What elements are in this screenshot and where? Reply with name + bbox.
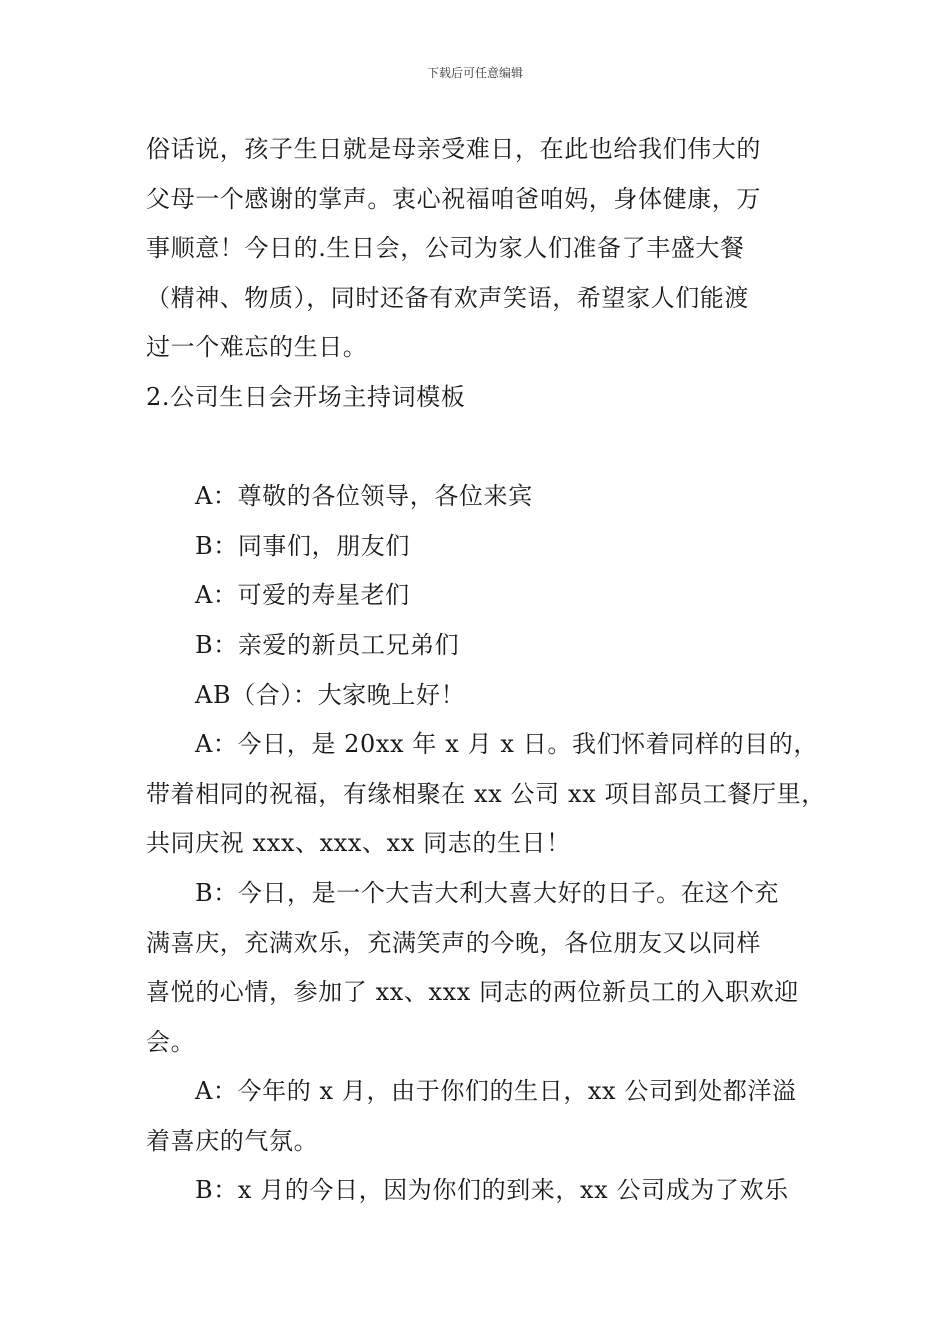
dialog-line: AB（合）：大家晚上好！ <box>195 680 466 709</box>
paragraph-line: A：今年的 x 月，由于你们的生日，xx 公司到处都洋溢 <box>195 1077 797 1106</box>
paragraph-line: 着喜庆的气氛。 <box>146 1126 319 1155</box>
paragraph-line: 喜悦的心情，参加了 xx、xxx 同志的两位新员工的入职欢迎 <box>146 978 799 1007</box>
paragraph-line: 满喜庆，充满欢乐，充满笑声的今晚，各位朋友又以同样 <box>146 928 761 957</box>
section-title: 2.公司生日会开场主持词模板 <box>146 382 466 411</box>
dialog-line: A：尊敬的各位领导，各位来宾 <box>195 482 533 511</box>
document-body <box>146 125 826 1216</box>
paragraph-line: A：今日，是 20xx 年 x 月 x 日。我们怀着同样的目的， <box>195 730 818 759</box>
paragraph-line: B：x 月的今日，因为你们的到来，xx 公司成为了欢乐 <box>195 1176 789 1205</box>
page-header-note: 下载后可任意编辑 <box>426 66 523 80</box>
paragraph-line: （精神、物质），同时还备有欢声笑语，希望家人们能渡 <box>146 283 749 312</box>
paragraph-line: 会。 <box>146 1027 196 1056</box>
paragraph-line: 事顺意！今日的.生日会，公司为家人们准备了丰盛大餐 <box>146 234 745 263</box>
blank-line <box>146 423 826 473</box>
dialog-line: A：可爱的寿星老们 <box>195 581 410 610</box>
paragraph-line: B：今日，是一个大吉大利大喜大好的日子。在这个充 <box>195 878 780 907</box>
paragraph-line: 过一个难忘的生日。 <box>146 333 368 362</box>
paragraph-line: 带着相同的祝福，有缘相聚在 xx 公司 xx 项目部员工餐厅里， <box>146 779 826 808</box>
dialog-line: B：同事们，朋友们 <box>195 531 411 560</box>
dialog-line: B：亲爱的新员工兄弟们 <box>195 630 460 659</box>
paragraph-line: 共同庆祝 xxx、xxx、xx 同志的生日！ <box>146 829 571 858</box>
paragraph-line: 父母一个感谢的掌声。衷心祝福咱爸咱妈，身体健康，万 <box>146 184 761 213</box>
paragraph-line: 俗话说，孩子生日就是母亲受难日，在此也给我们伟大的 <box>146 135 761 163</box>
